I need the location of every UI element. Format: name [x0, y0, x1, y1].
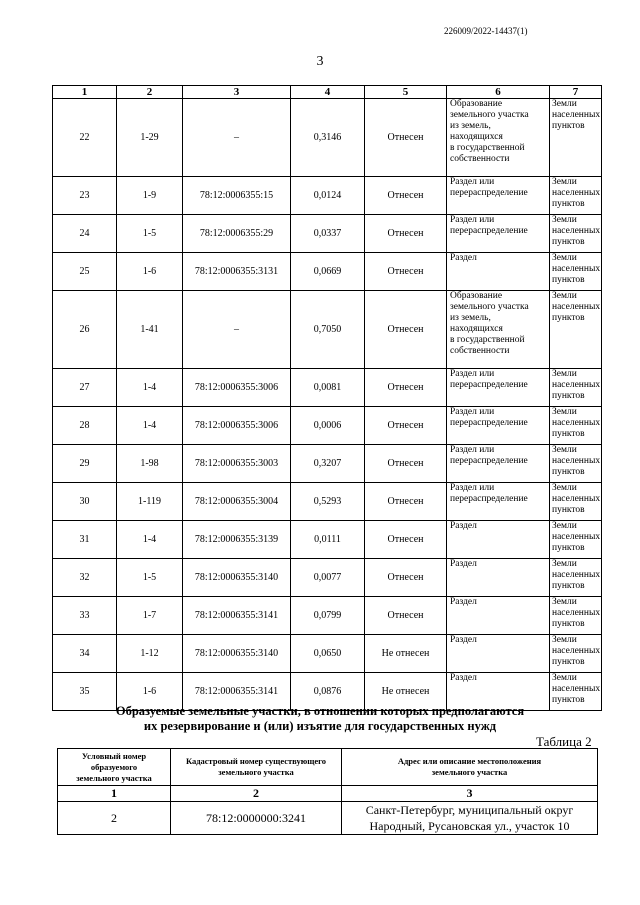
cadastral-cell: 78:12:0000000:3241	[171, 802, 342, 835]
category-cell-line: Земли	[552, 215, 577, 225]
method-cell-line: Раздел	[450, 597, 477, 607]
category-cell-line: Земли	[552, 177, 577, 187]
category-cell-line: населенных	[552, 646, 601, 656]
row-number-cell: 29	[53, 445, 117, 483]
row-number-cell: 31	[53, 521, 117, 559]
method-cell	[447, 369, 550, 407]
header-address: Адрес или описание местоположения земельного участка	[342, 749, 598, 786]
column-number: 3	[342, 786, 598, 802]
category-cell-line: Земли	[552, 673, 577, 683]
column-number: 4	[291, 86, 365, 99]
method-cell	[447, 215, 550, 253]
category-cell-line: пунктов	[552, 199, 585, 209]
row-number-cell: 26	[53, 291, 117, 369]
area-cell: 0,0077	[291, 559, 365, 597]
area-cell: 0,0111	[291, 521, 365, 559]
category-cell-line: пунктов	[552, 695, 585, 705]
category-cell-line: Земли	[552, 369, 577, 379]
method-cell	[447, 559, 550, 597]
method-cell-line: собственности	[450, 346, 510, 356]
category-cell-line: пунктов	[552, 619, 585, 629]
row-number-cell: 28	[53, 407, 117, 445]
category-cell-line: населенных	[552, 418, 601, 428]
row-number-cell: 22	[53, 99, 117, 177]
area-cell: 0,0081	[291, 369, 365, 407]
cadastral-cell: 78:12:0006355:29	[183, 215, 291, 253]
cadastral-cell: 78:12:0006355:15	[183, 177, 291, 215]
method-cell-line: перераспределение	[450, 456, 528, 466]
status-cell: Отнесен	[365, 177, 447, 215]
code-cell: 1-4	[117, 521, 183, 559]
method-cell-line: Раздел	[450, 673, 477, 683]
status-cell: Отнесен	[365, 215, 447, 253]
column-numbers-row	[58, 786, 598, 802]
method-cell-line: Раздел	[450, 521, 477, 531]
category-cell-line: пунктов	[552, 467, 585, 477]
category-cell	[550, 597, 602, 635]
category-cell-line: Земли	[552, 597, 577, 607]
method-cell-line: Раздел	[450, 635, 477, 645]
status-cell: Не отнесен	[365, 673, 447, 711]
area-cell: 0,0124	[291, 177, 365, 215]
code-cell: 1-41	[117, 291, 183, 369]
method-cell-line: находящихся	[450, 132, 503, 142]
category-cell-line: населенных	[552, 532, 601, 542]
category-cell-line: населенных	[552, 684, 601, 694]
code-cell: 1-6	[117, 673, 183, 711]
category-cell-line: населенных	[552, 456, 601, 466]
category-cell-line: населенных	[552, 188, 601, 198]
cadastral-cell: –	[183, 99, 291, 177]
status-cell: Отнесен	[365, 445, 447, 483]
category-cell-line: населенных	[552, 608, 601, 618]
column-number: 1	[53, 86, 117, 99]
method-cell-line: из земель,	[450, 121, 491, 131]
category-cell-line: Земли	[552, 291, 577, 301]
category-cell	[550, 445, 602, 483]
category-cell-line: населенных	[552, 226, 601, 236]
status-cell: Отнесен	[365, 407, 447, 445]
table-row	[53, 253, 602, 291]
category-cell-line: пунктов	[552, 121, 585, 131]
section-title	[0, 704, 640, 734]
table-row	[53, 559, 602, 597]
area-cell: 0,0799	[291, 597, 365, 635]
cadastral-cell: 78:12:0006355:3141	[183, 597, 291, 635]
category-cell-line: Земли	[552, 635, 577, 645]
category-cell-line: населенных	[552, 570, 601, 580]
cadastral-cell: 78:12:0006355:3004	[183, 483, 291, 521]
method-cell-line: Раздел	[450, 253, 477, 263]
category-cell	[550, 177, 602, 215]
method-cell-line: Раздел или	[450, 177, 495, 187]
status-cell: Отнесен	[365, 369, 447, 407]
category-cell	[550, 521, 602, 559]
area-cell: 0,5293	[291, 483, 365, 521]
category-cell	[550, 215, 602, 253]
cadastral-cell: 78:12:0006355:3139	[183, 521, 291, 559]
area-cell: 0,0006	[291, 407, 365, 445]
status-cell: Отнесен	[365, 291, 447, 369]
table-header-row	[53, 86, 602, 99]
status-cell: Не отнесен	[365, 635, 447, 673]
cadastral-cell: 78:12:0006355:3140	[183, 635, 291, 673]
method-cell-line: перераспределение	[450, 188, 528, 198]
code-cell: 1-119	[117, 483, 183, 521]
category-cell-line: Земли	[552, 445, 577, 455]
category-cell	[550, 635, 602, 673]
column-number: 7	[550, 86, 602, 99]
method-cell-line: перераспределение	[450, 418, 528, 428]
category-cell-line: пунктов	[552, 313, 585, 323]
category-cell-line: населенных	[552, 380, 601, 390]
method-cell-line: перераспределение	[450, 226, 528, 236]
table-row	[53, 407, 602, 445]
category-cell-line: пунктов	[552, 391, 585, 401]
column-number: 5	[365, 86, 447, 99]
column-number: 3	[183, 86, 291, 99]
method-cell	[447, 99, 550, 177]
reservation-table	[57, 748, 598, 835]
column-number: 2	[117, 86, 183, 99]
code-cell: 1-98	[117, 445, 183, 483]
category-cell-line: пунктов	[552, 237, 585, 247]
category-cell-line: населенных	[552, 302, 601, 312]
area-cell: 0,7050	[291, 291, 365, 369]
method-cell-line: Раздел	[450, 559, 477, 569]
method-cell-line: перераспределение	[450, 494, 528, 504]
category-cell-line: населенных	[552, 494, 601, 504]
method-cell	[447, 407, 550, 445]
row-number-cell: 27	[53, 369, 117, 407]
code-cell: 1-4	[117, 369, 183, 407]
header-cadastral: Кадастровый номер существующего земельного участка	[171, 749, 342, 786]
category-cell-line: Земли	[552, 483, 577, 493]
code-cell: 1-4	[117, 407, 183, 445]
row-number-cell: 34	[53, 635, 117, 673]
cadastral-cell: 78:12:0006355:3131	[183, 253, 291, 291]
table-row	[53, 483, 602, 521]
table-row	[53, 521, 602, 559]
table-row	[53, 369, 602, 407]
cadastral-cell: –	[183, 291, 291, 369]
code-cell: 1-29	[117, 99, 183, 177]
status-cell: Отнесен	[365, 483, 447, 521]
table-row	[53, 99, 602, 177]
method-cell	[447, 291, 550, 369]
method-cell	[447, 253, 550, 291]
method-cell	[447, 177, 550, 215]
method-cell-line: Раздел или	[450, 215, 495, 225]
code-cell: 1-7	[117, 597, 183, 635]
category-cell	[550, 99, 602, 177]
code-cell: 1-6	[117, 253, 183, 291]
column-number: 2	[171, 786, 342, 802]
method-cell-line: земельного участка	[450, 302, 529, 312]
row-number-cell: 23	[53, 177, 117, 215]
row-number-cell: 32	[53, 559, 117, 597]
area-cell: 0,0876	[291, 673, 365, 711]
category-cell-line: Земли	[552, 99, 577, 109]
table-row	[53, 445, 602, 483]
method-cell-line: Раздел или	[450, 369, 495, 379]
method-cell-line: Раздел или	[450, 483, 495, 493]
method-cell-line: собственности	[450, 154, 510, 164]
header-plot-number: Условный номер образуемого земельного участка	[58, 749, 171, 786]
method-cell-line: из земель,	[450, 313, 491, 323]
category-cell-line: Земли	[552, 521, 577, 531]
method-cell	[447, 445, 550, 483]
category-cell	[550, 253, 602, 291]
method-cell-line: Раздел или	[450, 445, 495, 455]
status-cell: Отнесен	[365, 99, 447, 177]
code-cell: 1-9	[117, 177, 183, 215]
page-number: 3	[316, 54, 324, 69]
table-header-row	[58, 749, 598, 786]
cadastral-cell: 78:12:0006355:3141	[183, 673, 291, 711]
method-cell	[447, 483, 550, 521]
cadastral-cell: 78:12:0006355:3003	[183, 445, 291, 483]
category-cell-line: Земли	[552, 407, 577, 417]
code-cell: 1-5	[117, 215, 183, 253]
area-cell: 0,3146	[291, 99, 365, 177]
plot-number-cell: 2	[58, 802, 171, 835]
table-row	[53, 597, 602, 635]
code-cell: 1-5	[117, 559, 183, 597]
document-number: 226009/2022-14437(1)	[444, 26, 528, 36]
row-number-cell: 33	[53, 597, 117, 635]
section-title-line: их резервирование и (или) изъятие для государственных нужд	[143, 719, 497, 733]
land-plots-table	[52, 85, 602, 711]
category-cell-line: пунктов	[552, 429, 585, 439]
code-cell: 1-12	[117, 635, 183, 673]
method-cell	[447, 597, 550, 635]
status-cell: Отнесен	[365, 597, 447, 635]
category-cell-line: населенных	[552, 110, 601, 120]
area-cell: 0,0669	[291, 253, 365, 291]
method-cell-line: в государственной	[450, 335, 525, 345]
row-number-cell: 24	[53, 215, 117, 253]
method-cell	[447, 521, 550, 559]
category-cell	[550, 559, 602, 597]
method-cell	[447, 635, 550, 673]
row-number-cell: 30	[53, 483, 117, 521]
section-title-line: Образуемые земельные участки, в отношении которых предполагаются	[115, 704, 525, 718]
table-row	[53, 291, 602, 369]
category-cell	[550, 407, 602, 445]
method-cell-line: Образование	[450, 291, 503, 301]
method-cell-line: земельного участка	[450, 110, 529, 120]
table-row	[58, 802, 598, 835]
category-cell-line: пунктов	[552, 543, 585, 553]
category-cell	[550, 291, 602, 369]
row-number-cell: 25	[53, 253, 117, 291]
table-body	[53, 99, 602, 711]
category-cell-line: пунктов	[552, 657, 585, 667]
category-cell	[550, 483, 602, 521]
column-number: 6	[447, 86, 550, 99]
category-cell-line: населенных	[552, 264, 601, 274]
table-label: Таблица 2	[536, 734, 592, 749]
area-cell: 0,0337	[291, 215, 365, 253]
category-cell-line: Земли	[552, 559, 577, 569]
table-row	[53, 177, 602, 215]
area-cell: 0,3207	[291, 445, 365, 483]
row-number-cell: 35	[53, 673, 117, 711]
cadastral-cell: 78:12:0006355:3006	[183, 369, 291, 407]
method-cell-line: в государственной	[450, 143, 525, 153]
method-cell-line: Раздел или	[450, 407, 495, 417]
cadastral-cell: 78:12:0006355:3006	[183, 407, 291, 445]
category-cell-line: пунктов	[552, 275, 585, 285]
status-cell: Отнесен	[365, 559, 447, 597]
column-number: 1	[58, 786, 171, 802]
method-cell-line: перераспределение	[450, 380, 528, 390]
method-cell-line: Образование	[450, 99, 503, 109]
method-cell-line: находящихся	[450, 324, 503, 334]
category-cell	[550, 369, 602, 407]
category-cell-line: пунктов	[552, 581, 585, 591]
table-row	[53, 215, 602, 253]
category-cell-line: Земли	[552, 253, 577, 263]
cadastral-cell: 78:12:0006355:3140	[183, 559, 291, 597]
category-cell-line: пунктов	[552, 505, 585, 515]
table-row	[53, 635, 602, 673]
area-cell: 0,0650	[291, 635, 365, 673]
address-cell: Санкт-Петербург, муниципальный округ Народный, Русановская ул., участок 10	[342, 802, 598, 835]
status-cell: Отнесен	[365, 521, 447, 559]
status-cell: Отнесен	[365, 253, 447, 291]
